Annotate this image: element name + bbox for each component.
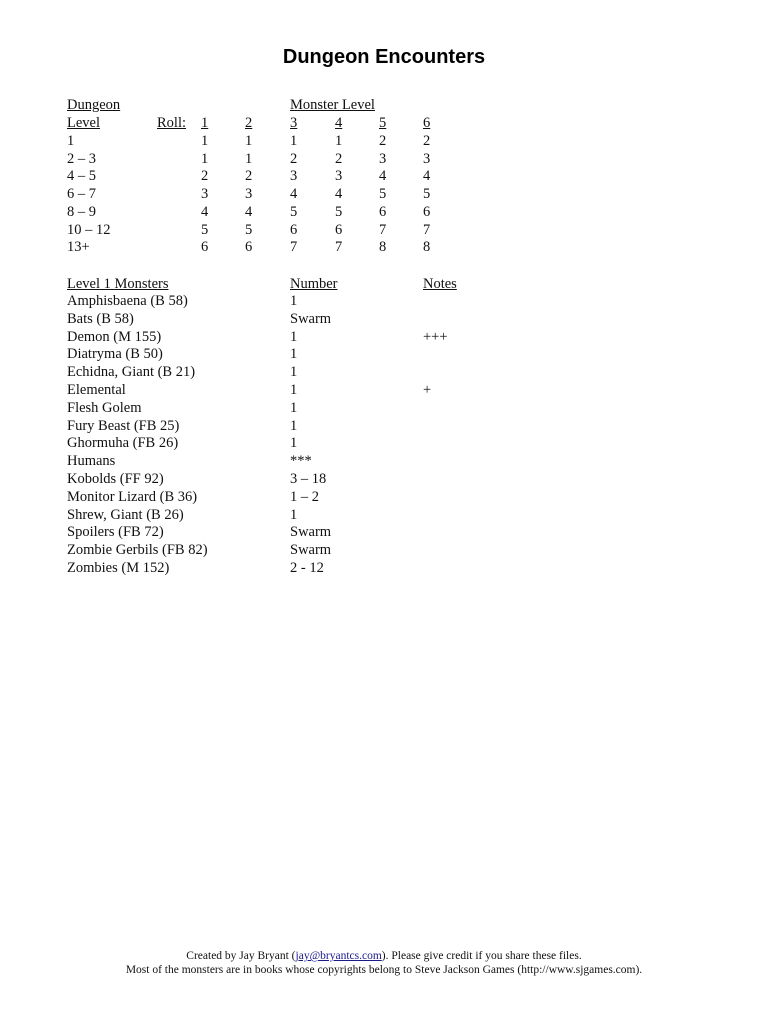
dungeon-header: Dungeon <box>67 97 121 113</box>
monster-level-cell: 1 <box>245 133 253 149</box>
monsters-header: Level 1 Monsters <box>67 276 169 292</box>
monster-level-cell: 1 <box>290 133 298 149</box>
monster-name-cell: Kobolds (FF 92) <box>67 471 164 487</box>
monster-level-cell: 3 <box>335 168 343 185</box>
monster-level-cell: 5 <box>201 221 209 238</box>
encounter-row <box>0 167 768 185</box>
monster-row <box>0 506 768 524</box>
monster-row <box>0 345 768 363</box>
monster-name-cell: Diatryma (B 50) <box>67 346 163 363</box>
monster-row <box>0 363 768 381</box>
monster-name-cell: Zombie Gerbils (FB 82) <box>67 542 208 559</box>
monster-level-cell: 5 <box>423 186 431 203</box>
monster-number-cell: 1 <box>290 435 298 452</box>
monster-level-cell: 2 <box>245 168 253 185</box>
monster-level-cell: 4 <box>201 203 209 220</box>
monster-level-cell: 7 <box>290 239 298 256</box>
monster-level-cell: 2 <box>335 150 343 167</box>
monster-level-cell: 2 <box>290 150 298 167</box>
monster-level-cell: 1 <box>201 133 209 149</box>
monster-level-cell: 3 <box>201 186 209 203</box>
monster-level-cell: 3 <box>290 168 298 185</box>
monster-level-cell: 2 <box>379 133 387 149</box>
roll-3-header: 3 <box>290 115 298 131</box>
monster-number-cell: 1 <box>290 399 298 416</box>
monster-name-cell: Spoilers (FB 72) <box>67 524 164 541</box>
dungeon-level-cell: 8 – 9 <box>67 203 96 220</box>
monster-level-cell: 3 <box>245 186 253 203</box>
dungeon-level-cell: 4 – 5 <box>67 168 96 185</box>
monster-level-cell: 2 <box>423 133 431 149</box>
monster-row <box>0 434 768 452</box>
monster-name-cell: Echidna, Giant (B 21) <box>67 364 196 381</box>
monster-number-cell: 1 – 2 <box>290 488 319 505</box>
encounter-row <box>0 203 768 221</box>
monster-number-cell: 1 <box>290 364 298 381</box>
monster-name-cell: Fury Beast (FB 25) <box>67 417 180 434</box>
monster-name-cell: Elemental <box>67 382 126 398</box>
monster-level-cell: 4 <box>379 168 387 185</box>
monster-name-cell: Ghormuha (FB 26) <box>67 435 179 452</box>
email-link[interactable]: jay@bryantcs.com <box>295 950 382 962</box>
footer-credit-prefix: Created by Jay Bryant ( <box>186 950 296 962</box>
monster-number-cell: 1 <box>290 346 298 363</box>
monster-level-cell: 1 <box>201 150 209 167</box>
footer-credit-suffix: ). Please give credit if you share these files. <box>381 950 582 962</box>
monster-level-cell: 6 <box>379 203 387 220</box>
notes-header: Notes <box>423 276 457 292</box>
monster-number-cell: 2 - 12 <box>290 560 324 576</box>
monster-row <box>0 399 768 417</box>
monster-level-cell: 8 <box>379 239 387 256</box>
monster-level-cell: 7 <box>423 221 431 238</box>
roll-1-header: 1 <box>201 115 209 131</box>
monster-number-cell: 1 <box>290 506 298 523</box>
roll-4-header: 4 <box>335 115 343 131</box>
monster-notes-cell: +++ <box>423 328 448 345</box>
monster-level-cell: 4 <box>335 186 343 203</box>
monster-number-cell: 3 – 18 <box>290 471 327 487</box>
monster-name-cell: Zombies (M 152) <box>67 560 170 576</box>
encounter-row <box>0 221 768 239</box>
monster-number-cell: 1 <box>290 328 298 345</box>
monster-number-cell: 1 <box>290 417 298 434</box>
monster-row <box>0 541 768 559</box>
monster-number-cell: Swarm <box>290 310 332 327</box>
monster-row <box>0 292 768 310</box>
monster-level-cell: 6 <box>423 203 431 220</box>
monster-row <box>0 470 768 488</box>
monster-level-cell: 5 <box>335 203 343 220</box>
monster-level-cell: 7 <box>379 221 387 238</box>
monster-number-cell: 1 <box>290 293 298 309</box>
monster-number-cell: *** <box>290 453 312 470</box>
encounter-table-header <box>0 114 768 132</box>
monster-number-cell: Swarm <box>290 542 332 559</box>
roll-header: Roll: <box>157 115 187 131</box>
monster-level-cell: 6 <box>335 221 343 238</box>
monster-level-cell: 4 <box>423 168 431 185</box>
encounter-row <box>0 150 768 168</box>
dungeon-level-cell: 10 – 12 <box>67 221 111 238</box>
page-title: Dungeon Encounters <box>282 46 486 68</box>
monster-name-cell: Shrew, Giant (B 26) <box>67 506 184 523</box>
monster-table-header <box>0 275 768 293</box>
monster-notes-cell: + <box>423 382 432 398</box>
monster-name-cell: Humans <box>67 453 116 470</box>
monster-number-cell: Swarm <box>290 524 332 541</box>
encounter-row <box>0 238 768 256</box>
roll-2-header: 2 <box>245 115 253 131</box>
roll-5-header: 5 <box>379 115 387 131</box>
monster-row <box>0 310 768 328</box>
roll-6-header: 6 <box>423 115 431 131</box>
monster-level-cell: 4 <box>290 186 298 203</box>
monster-level-cell: 4 <box>245 203 253 220</box>
monster-row <box>0 523 768 541</box>
number-header: Number <box>290 276 338 292</box>
monster-level-cell: 7 <box>335 239 343 256</box>
monster-level-cell: 1 <box>335 133 343 149</box>
monster-row <box>0 328 768 346</box>
monster-level-cell: 3 <box>379 150 387 167</box>
monster-number-cell: 1 <box>290 382 298 398</box>
footer-credit <box>0 950 768 963</box>
monster-row <box>0 381 768 399</box>
dungeon-level-cell: 1 <box>67 133 75 149</box>
dungeon-level-cell: 6 – 7 <box>67 186 96 203</box>
encounter-row <box>0 132 768 150</box>
dungeon-level-cell: 2 – 3 <box>67 150 96 167</box>
monster-name-cell: Demon (M 155) <box>67 328 162 345</box>
monster-level-cell: 2 <box>201 168 209 185</box>
dungeon-level-cell: 13+ <box>67 239 90 256</box>
encounter-table-header-top <box>0 96 768 114</box>
monster-level-cell: 1 <box>245 150 253 167</box>
monster-row <box>0 488 768 506</box>
monster-level-cell: 6 <box>245 239 253 256</box>
monster-level-cell: 8 <box>423 239 431 256</box>
monster-row <box>0 452 768 470</box>
monster-row <box>0 417 768 435</box>
monster-level-cell: 5 <box>379 186 387 203</box>
monster-name-cell: Monitor Lizard (B 36) <box>67 488 198 505</box>
monster-level-cell: 3 <box>423 150 431 167</box>
monster-name-cell: Amphisbaena (B 58) <box>67 293 188 309</box>
monster-level-cell: 5 <box>290 203 298 220</box>
monster-level-cell: 6 <box>201 239 209 256</box>
monster-row <box>0 559 768 577</box>
level-header: Level <box>67 115 101 131</box>
encounter-row <box>0 185 768 203</box>
monster-level-header: Monster Level <box>290 97 375 113</box>
monster-level-cell: 5 <box>245 221 253 238</box>
monster-level-cell: 6 <box>290 221 298 238</box>
monster-name-cell: Bats (B 58) <box>67 310 134 327</box>
monster-name-cell: Flesh Golem <box>67 399 142 416</box>
footer-copyright: Most of the monsters are in books whose copyrights belong to Steve Jackson Games (http://www.sjgames.com). <box>125 964 643 976</box>
